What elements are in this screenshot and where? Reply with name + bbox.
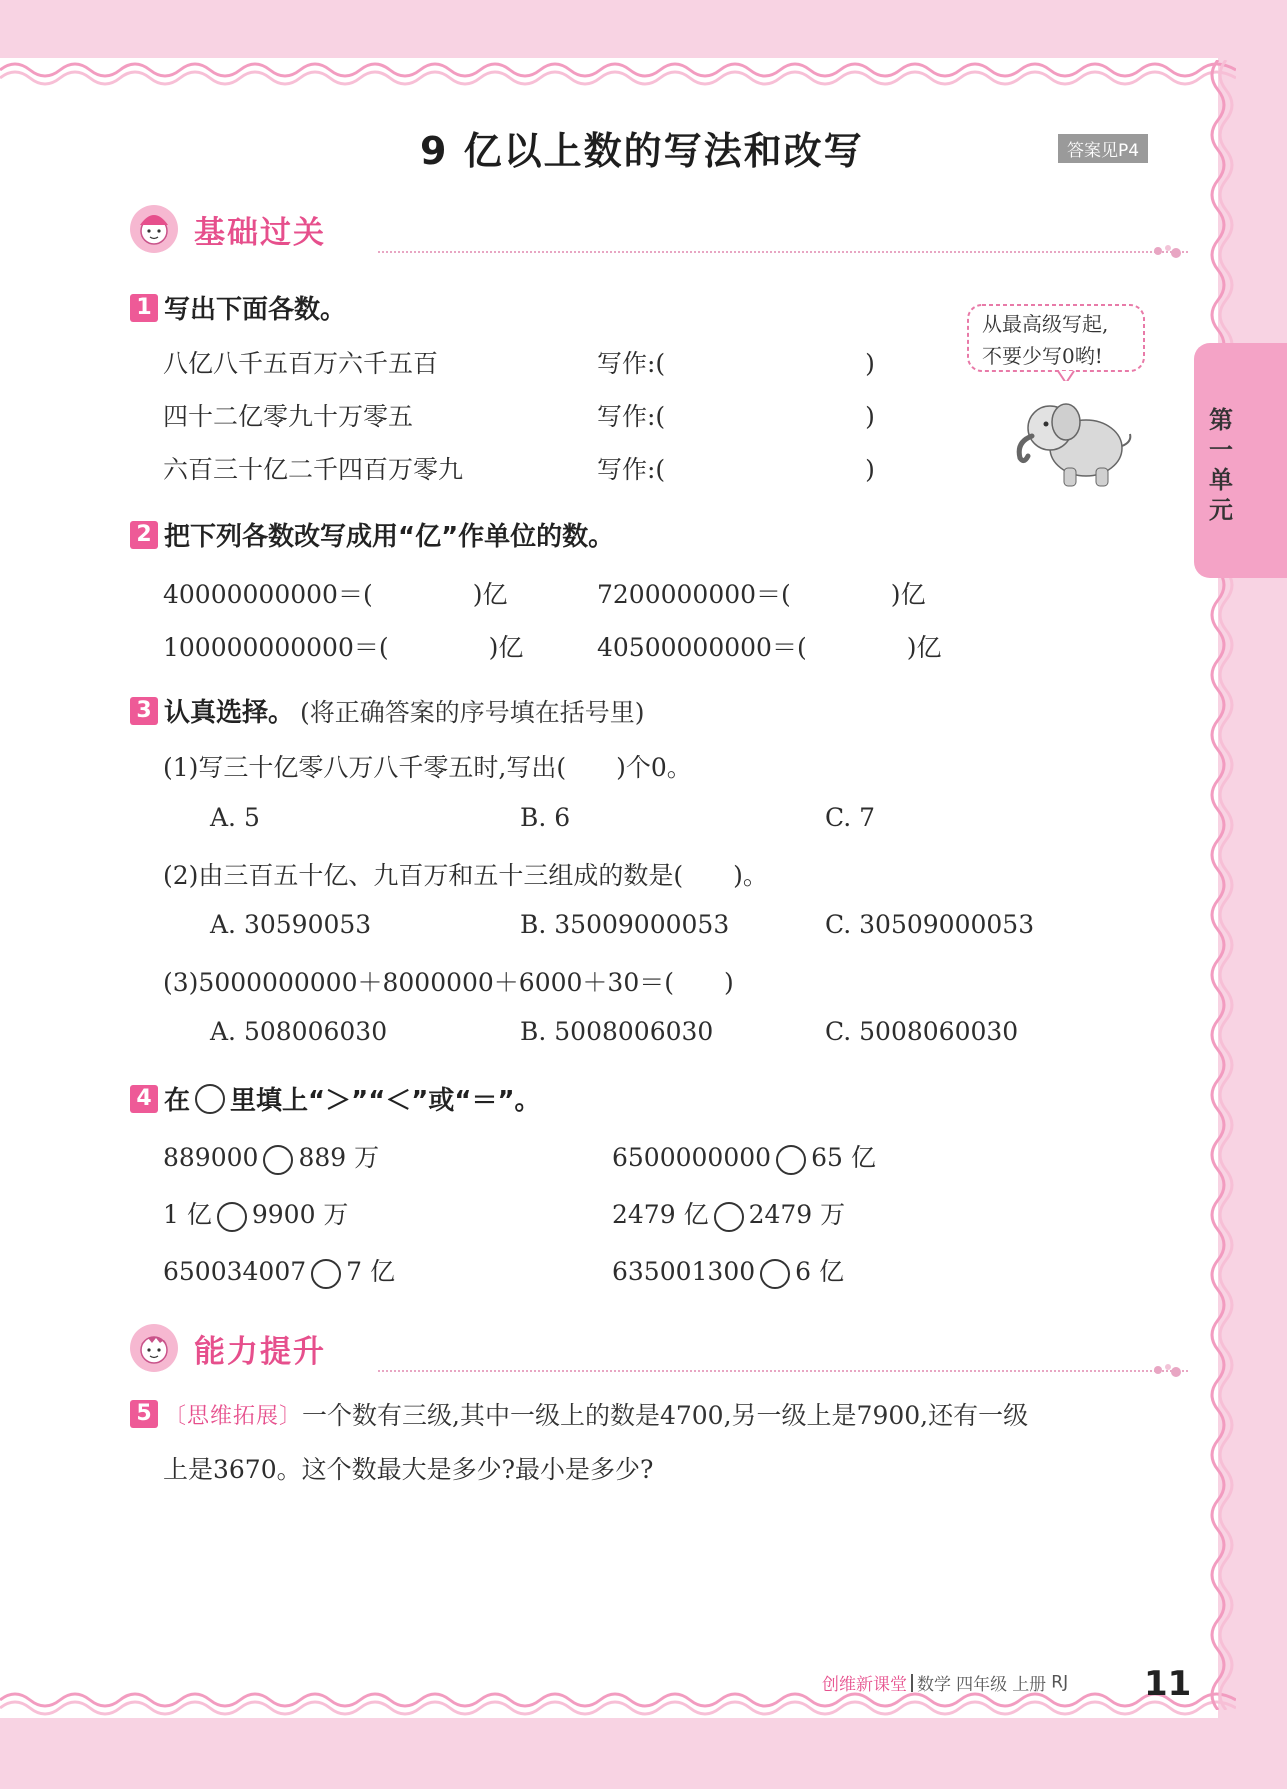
- question-2-header: [130, 516, 614, 552]
- q4-pair-5: [163, 1252, 395, 1289]
- footer-subject: 数学: [917, 1675, 951, 1695]
- q1-item-1-answer[interactable]: 写作:( ): [597, 349, 875, 378]
- question-5-text-2: 上是3670。这个数最大是多少?最小是多少?: [163, 1455, 654, 1484]
- q4-pair-left: 635001300: [612, 1257, 756, 1286]
- section-advanced-title: 能力提升: [194, 1334, 326, 1370]
- q4-pair-left: 6500000000: [612, 1143, 772, 1172]
- q4-pair-left: 1 亿: [163, 1200, 212, 1229]
- footer-brand: 创维新课堂: [822, 1675, 907, 1695]
- q4-pair-3: [163, 1195, 348, 1232]
- q3-part-2-option-c[interactable]: C. 30509000053: [825, 910, 1035, 939]
- q2-item-1[interactable]: 40000000000＝( )亿: [163, 580, 508, 609]
- q1-item-3-words: 六百三十亿二千四百万零九: [163, 455, 464, 484]
- q4-pair-left: 2479 亿: [612, 1200, 709, 1229]
- question-5-text-1: 一个数有三级,其中一级上的数是4700,另一级上是7900,还有一级: [302, 1401, 1029, 1430]
- title-row: [0, 120, 1218, 176]
- question-5-tag: 〔思维拓展〕: [164, 1403, 303, 1429]
- answer-reference-tag: 答案见P4: [1058, 134, 1148, 163]
- q3-part-3-stem: (3)5000000000＋8000000＋6000＋30＝( ): [163, 968, 734, 997]
- unit-side-tab-label: 第一单元: [1209, 406, 1233, 524]
- section-basic-title: 基础过关: [194, 215, 326, 251]
- question-4-header: [130, 1080, 541, 1116]
- tip-line-2: 不要少写0哟!: [982, 344, 1103, 368]
- dots-ornament-icon: [1148, 241, 1188, 261]
- compare-circle[interactable]: [311, 1259, 341, 1289]
- section-dotted-rule: [378, 251, 1188, 253]
- blank-circle-icon: [195, 1084, 225, 1114]
- q2-item-2[interactable]: 7200000000＝( )亿: [597, 580, 926, 609]
- question-1-header: [130, 289, 346, 325]
- compare-circle[interactable]: [776, 1145, 806, 1175]
- footer-edition: RJ: [1051, 1672, 1069, 1693]
- dots-ornament-icon: [1148, 1360, 1188, 1380]
- compare-circle[interactable]: [217, 1202, 247, 1232]
- question-3-title: 认真选择。: [164, 698, 295, 728]
- question-number: 3: [130, 697, 158, 725]
- tip-text: [982, 308, 1142, 372]
- q4-pair-left: 889000: [163, 1143, 259, 1172]
- right-wave-border: [1200, 60, 1240, 1710]
- girl-avatar-icon: [128, 203, 180, 255]
- footer: [822, 1670, 1068, 1700]
- q3-part-1-stem: (1)写三十亿零八万八千零五时,写出( )个0。: [163, 753, 692, 782]
- footer-volume: 上册: [1012, 1675, 1047, 1695]
- question-5-line-1: [130, 1396, 1028, 1432]
- q4-pair-right: 889 万: [298, 1143, 380, 1172]
- question-2-title: 把下列各数改写成用“亿”作单位的数。: [164, 522, 615, 552]
- q4-pair-right: 7 亿: [346, 1257, 396, 1286]
- q3-part-3-option-b[interactable]: B. 5008006030: [520, 1017, 714, 1046]
- q4-pair-left: 650034007: [163, 1257, 307, 1286]
- q1-item-2-words: 四十二亿零九十万零五: [163, 402, 414, 431]
- question-number: 1: [130, 294, 158, 322]
- question-number: 5: [130, 1400, 158, 1428]
- q4-pair-2: [612, 1138, 876, 1175]
- q4-pair-4: [612, 1195, 845, 1232]
- q3-part-3-option-a[interactable]: A. 508006030: [210, 1017, 388, 1046]
- q4-pair-right: 65 亿: [811, 1143, 876, 1172]
- q4-pair-right: 6 亿: [795, 1257, 845, 1286]
- question-3-note: (将正确答案的序号填在括号里): [300, 697, 645, 727]
- top-wave-border: [0, 50, 1236, 90]
- question-number: 4: [130, 1085, 158, 1113]
- tip-line-1: 从最高级写起,: [982, 312, 1109, 336]
- q4-pair-right: 2479 万: [748, 1200, 846, 1229]
- question-1-title: 写出下面各数。: [164, 295, 347, 325]
- q3-part-1-option-b[interactable]: B. 6: [520, 803, 571, 832]
- question-3-header: [130, 692, 645, 728]
- q3-part-2-option-a[interactable]: A. 30590053: [210, 910, 372, 939]
- q4-pair-1: [163, 1138, 379, 1175]
- section-basic-header: [128, 203, 1178, 255]
- elephant-mascot-icon: [1010, 390, 1138, 490]
- section-dotted-rule: [378, 1370, 1188, 1372]
- compare-circle[interactable]: [263, 1145, 293, 1175]
- footer-grade: 四年级: [956, 1675, 1008, 1695]
- boy-avatar-icon: [128, 1322, 180, 1374]
- compare-circle[interactable]: [714, 1202, 744, 1232]
- q3-part-2-option-b[interactable]: B. 35009000053: [520, 910, 730, 939]
- q3-part-1-option-c[interactable]: C. 7: [825, 803, 876, 832]
- q4-pair-6: [612, 1252, 844, 1289]
- q4-pair-right: 9900 万: [251, 1200, 349, 1229]
- compare-circle[interactable]: [760, 1259, 790, 1289]
- footer-separator: [911, 1674, 913, 1692]
- q1-item-2-answer[interactable]: 写作:( ): [597, 402, 875, 431]
- q3-part-1-option-a[interactable]: A. 5: [210, 803, 260, 832]
- question-number: 2: [130, 521, 158, 549]
- q3-part-2-stem: (2)由三百五十亿、九百万和五十三组成的数是( )。: [163, 861, 768, 890]
- lesson-title: 9 亿以上数的写法和改写: [420, 129, 864, 173]
- page-number: 11: [1144, 1664, 1192, 1704]
- q2-item-4[interactable]: 40500000000＝( )亿: [597, 633, 942, 662]
- question-4-title-pre: 在: [164, 1086, 191, 1116]
- q1-item-1-words: 八亿八千五百万六千五百: [163, 349, 439, 378]
- q3-part-3-option-c[interactable]: C. 5008060030: [825, 1017, 1019, 1046]
- question-4-title-post: 里填上“＞”“＜”或“＝”。: [230, 1086, 541, 1116]
- q1-item-3-answer[interactable]: 写作:( ): [597, 455, 875, 484]
- section-advanced-header: [128, 1322, 1178, 1374]
- q2-item-3[interactable]: 100000000000＝( )亿: [163, 633, 524, 662]
